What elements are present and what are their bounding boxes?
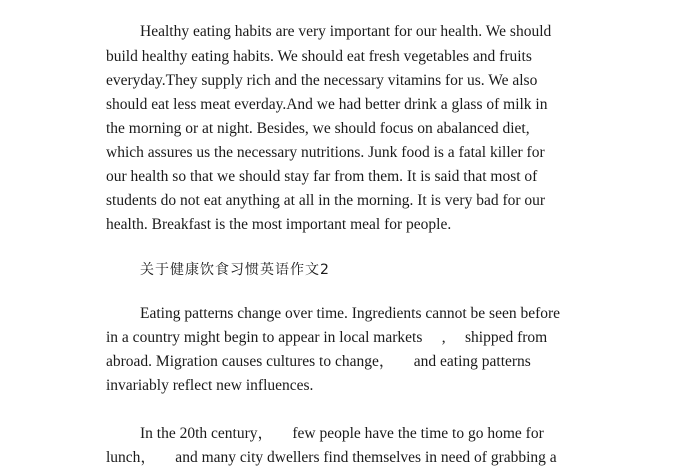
paragraph-1-line-7: our health so that we should stay far from them. It is said that most of xyxy=(106,168,538,185)
paragraph-1-line-9: health. Breakfast is the most important meal for people. xyxy=(106,216,452,233)
paragraph-3-line-1: In the 20th century， few people have the time to go home for xyxy=(140,425,544,442)
paragraph-1-line-1: Healthy eating habits are very important for our health. We should xyxy=(140,23,552,40)
paragraph-2-line-2: in a country might begin to appear in local markets , shipped from xyxy=(106,329,548,346)
paragraph-1-line-3: everyday.They supply rich and the necessary vitamins for us. We also xyxy=(106,72,538,89)
paragraph-3-line-2: lunch， and many city dwellers find themselves in need of grabbing a xyxy=(106,449,557,466)
paragraph-2-line-4: invariably reflect new influences. xyxy=(106,377,314,394)
paragraph-1-line-4: should eat less meat everday.And we had better drink a glass of milk in xyxy=(106,96,548,113)
paragraph-2-line-3: abroad. Migration causes cultures to change， and eating patterns xyxy=(106,353,531,370)
paragraph-1-line-5: the morning or at night. Besides, we should focus on abalanced diet, xyxy=(106,120,530,137)
paragraph-1-line-6: which assures us the necessary nutritions. Junk food is a fatal killer for xyxy=(106,144,545,161)
paragraph-1-line-8: students do not eat anything at all in the morning. It is very bad for our xyxy=(106,192,546,209)
paragraph-1-line-2: build healthy eating habits. We should eat fresh vegetables and fruits xyxy=(106,48,532,65)
paragraph-2-line-1: Eating patterns change over time. Ingredients cannot be seen before xyxy=(140,305,561,322)
section-heading: 关于健康饮食习惯英语作文2 xyxy=(140,262,330,278)
